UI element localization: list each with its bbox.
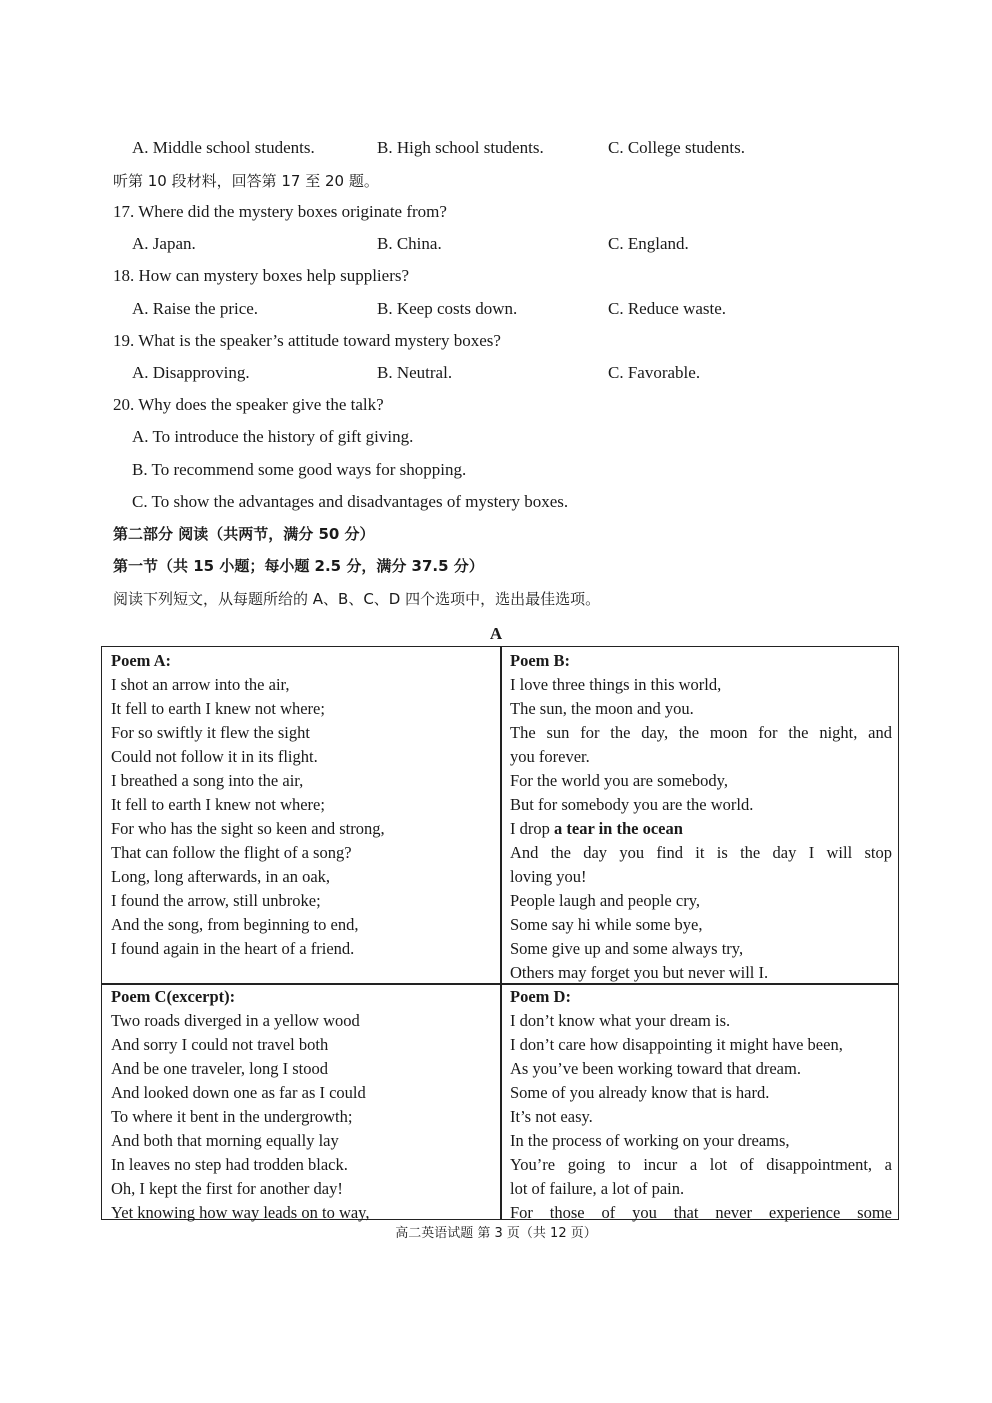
part-two-heading: 第二部分 阅读（共两节，满分 50 分）	[113, 525, 375, 543]
question-18-stem: 18. How can mystery boxes help suppliers?	[113, 266, 410, 285]
poem-c-line: Oh, I kept the first for another day!	[111, 1179, 343, 1198]
poem-a-line: Could not follow it in its flight.	[111, 747, 318, 766]
section-intro: 听第 10 段材料，回答第 17 至 20 题。	[113, 172, 379, 190]
poem-b-line: loving you!	[510, 867, 587, 886]
poem-c-title: Poem C(excerpt):	[111, 987, 236, 1006]
poem-c-line: To where it bent in the undergrowth;	[111, 1107, 353, 1126]
q18-option-b: B. Keep costs down.	[377, 299, 518, 318]
poem-a-line: I found again in the heart of a friend.	[111, 939, 355, 958]
q20-option-c: C. To show the advantages and disadvantages of mystery boxes.	[132, 492, 569, 511]
poem-b-line: you forever.	[510, 747, 590, 766]
poem-table	[101, 646, 899, 1220]
poem-a-title: Poem A:	[111, 651, 172, 670]
poem-c-line: In leaves no step had trodden black.	[111, 1155, 348, 1174]
q17-option-b: B. China.	[377, 234, 442, 253]
q16-option-b: B. High school students.	[377, 138, 544, 157]
poem-d-line: As you’ve been working toward that dream.	[510, 1059, 801, 1078]
poem-d-line: It’s not easy.	[510, 1107, 593, 1126]
poem-b-line: Others may forget you but never will I.	[510, 963, 769, 982]
table-column-divider	[500, 647, 502, 1219]
q16-option-a: A. Middle school students.	[132, 138, 315, 157]
q18-option-a: A. Raise the price.	[132, 299, 259, 318]
question-17-stem: 17. Where did the mystery boxes originate from?	[113, 202, 447, 221]
poem-a-cell	[111, 649, 493, 961]
poem-c-line: Two roads diverged in a yellow wood	[111, 1011, 360, 1030]
poem-a-line: And the song, from beginning to end,	[111, 915, 359, 934]
q20-option-a: A. To introduce the history of gift giving.	[132, 427, 414, 446]
poem-d-cell	[510, 985, 892, 1225]
poem-b-line: Some give up and some always try,	[510, 939, 744, 958]
poem-b-line: But for somebody you are the world.	[510, 795, 754, 814]
poem-d-line: In the process of working on your dreams,	[510, 1131, 790, 1150]
q17-option-c: C. England.	[608, 234, 689, 253]
poem-a-line: It fell to earth I knew not where;	[111, 699, 325, 718]
section-one-heading: 第一节（共 15 小题；每小题 2.5 分，满分 37.5 分）	[113, 557, 484, 575]
poem-a-line: For so swiftly it flew the sight	[111, 723, 310, 742]
poem-b-line	[510, 817, 892, 841]
poem-b-line: And the day you find it is the day I will stop	[510, 843, 892, 862]
poem-a-line: Long, long afterwards, in an oak,	[111, 867, 331, 886]
poem-a-line: I shot an arrow into the air,	[111, 675, 290, 694]
poem-b-cell	[510, 649, 892, 985]
poem-d-title: Poem D:	[510, 987, 571, 1006]
poem-d-line: lot of failure, a lot of pain.	[510, 1179, 685, 1198]
poem-c-line: And looked down one as far as I could	[111, 1083, 366, 1102]
poem-b-line: For the world you are somebody,	[510, 771, 728, 790]
page-footer: 高二英语试题 第 3 页（共 12 页）	[395, 1226, 597, 1241]
poem-d-line: I don’t know what your dream is.	[510, 1011, 731, 1030]
poem-d-line: For those of you that never experience some	[510, 1203, 892, 1222]
q16-option-c: C. College students.	[608, 138, 745, 157]
poem-b-line: The sun for the day, the moon for the night, and	[510, 723, 892, 742]
poem-a-line: It fell to earth I knew not where;	[111, 795, 325, 814]
poem-b-line: People laugh and people cry,	[510, 891, 700, 910]
question-19-stem: 19. What is the speaker’s attitude toward mystery boxes?	[113, 331, 501, 350]
poem-b-line: The sun, the moon and you.	[510, 699, 694, 718]
q19-option-a: A. Disapproving.	[132, 363, 250, 382]
poem-b-title: Poem B:	[510, 651, 571, 670]
q20-option-b: B. To recommend some good ways for shopping.	[132, 460, 467, 479]
passage-label: A	[489, 624, 503, 643]
poem-c-line: And both that morning equally lay	[111, 1131, 339, 1150]
poem-d-line: Some of you already know that is hard.	[510, 1083, 770, 1102]
q17-option-a: A. Japan.	[132, 234, 196, 253]
poem-c-line: Yet knowing how way leads on to way,	[111, 1203, 370, 1222]
poem-a-line: I found the arrow, still unbroke;	[111, 891, 321, 910]
poem-a-line: I breathed a song into the air,	[111, 771, 304, 790]
poem-b-line: Some say hi while some bye,	[510, 915, 703, 934]
poem-c-cell	[111, 985, 493, 1225]
poem-a-line: For who has the sight so keen and strong,	[111, 819, 385, 838]
poem-d-line: You’re going to incur a lot of disappointment, a	[510, 1155, 892, 1174]
q19-option-c: C. Favorable.	[608, 363, 701, 382]
poem-c-line: And be one traveler, long I stood	[111, 1059, 328, 1078]
question-20-stem: 20. Why does the speaker give the talk?	[113, 395, 384, 414]
poem-a-line: That can follow the flight of a song?	[111, 843, 352, 862]
poem-b-bold-phrase: a tear in the ocean	[554, 819, 683, 838]
reading-instructions: 阅读下列短文，从每题所给的 A、B、C、D 四个选项中，选出最佳选项。	[113, 590, 601, 608]
q18-option-c: C. Reduce waste.	[608, 299, 727, 318]
poem-b-line: I love three things in this world,	[510, 675, 722, 694]
poem-c-line: And sorry I could not travel both	[111, 1035, 329, 1054]
poem-d-line: I don’t care how disappointing it might have been,	[510, 1035, 843, 1054]
q19-option-b: B. Neutral.	[377, 363, 453, 382]
poem-b-line-prefix: I drop	[510, 819, 554, 838]
